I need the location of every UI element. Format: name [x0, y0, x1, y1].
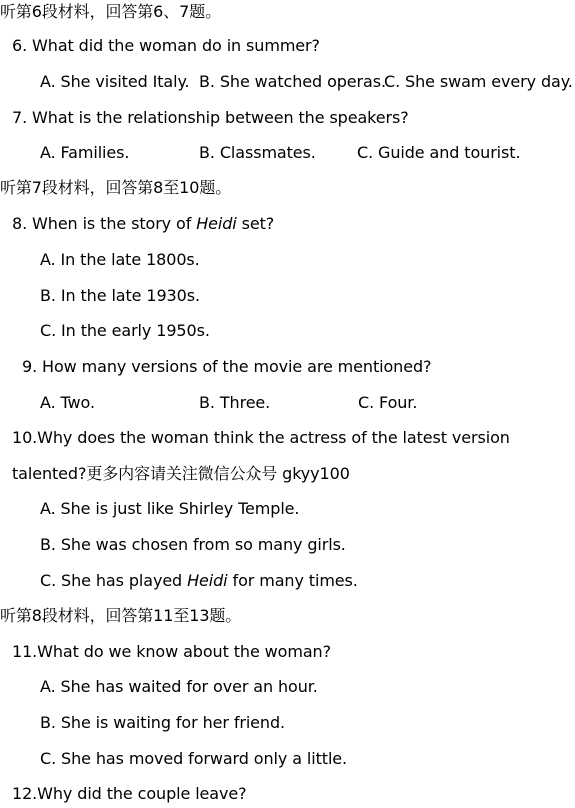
option-b: B. In the late 1930s. [40, 286, 200, 305]
option-c: C. Guide and tourist. [357, 143, 521, 162]
option-c: C. Four. [358, 393, 418, 412]
stem-text: 8. When is the story of [12, 214, 197, 233]
section-header: 听第7段材料，回答第8至10题。 [0, 178, 232, 197]
option-a: A. Two. [40, 393, 95, 412]
question-stem [12, 212, 274, 236]
option-a: A. She visited Italy. [40, 72, 190, 91]
section-header: 听第6段材料，回答第6、7题。 [0, 2, 222, 21]
question-stem: 12.Why did the couple leave? [12, 784, 247, 803]
option-b: B. She watched operas. [199, 72, 386, 91]
option-b: B. She is waiting for her friend. [40, 713, 285, 732]
title-italic: Heidi [196, 214, 237, 233]
option-text: C. She has played [40, 571, 188, 590]
option-a: A. She is just like Shirley Temple. [40, 499, 300, 518]
question-stem-continued: talented?更多内容请关注微信公众号 gkyy100 [12, 464, 350, 483]
option-c: C. She has moved forward only a little. [40, 749, 348, 768]
option-c [40, 569, 358, 593]
question-stem: 10.Why does the woman think the actress of the latest version [12, 428, 510, 447]
title-italic: Heidi [187, 571, 228, 590]
option-b: B. Three. [199, 393, 271, 412]
question-stem: 9. How many versions of the movie are mentioned? [22, 357, 432, 376]
question-stem: 6. What did the woman do in summer? [12, 36, 320, 55]
option-a: A. In the late 1800s. [40, 250, 200, 269]
option-a: A. She has waited for over an hour. [40, 677, 318, 696]
option-a: A. Families. [40, 143, 130, 162]
question-stem: 7. What is the relationship between the speakers? [12, 108, 409, 127]
option-c: C. She swam every day. [384, 72, 573, 91]
stem-text: set? [236, 214, 275, 233]
section-header: 听第8段材料，回答第11至13题。 [0, 606, 242, 625]
option-b: B. She was chosen from so many girls. [40, 535, 346, 554]
question-stem: 11.What do we know about the woman? [12, 642, 331, 661]
option-c: C. In the early 1950s. [40, 321, 210, 340]
option-text: for many times. [227, 571, 358, 590]
option-b: B. Classmates. [199, 143, 316, 162]
